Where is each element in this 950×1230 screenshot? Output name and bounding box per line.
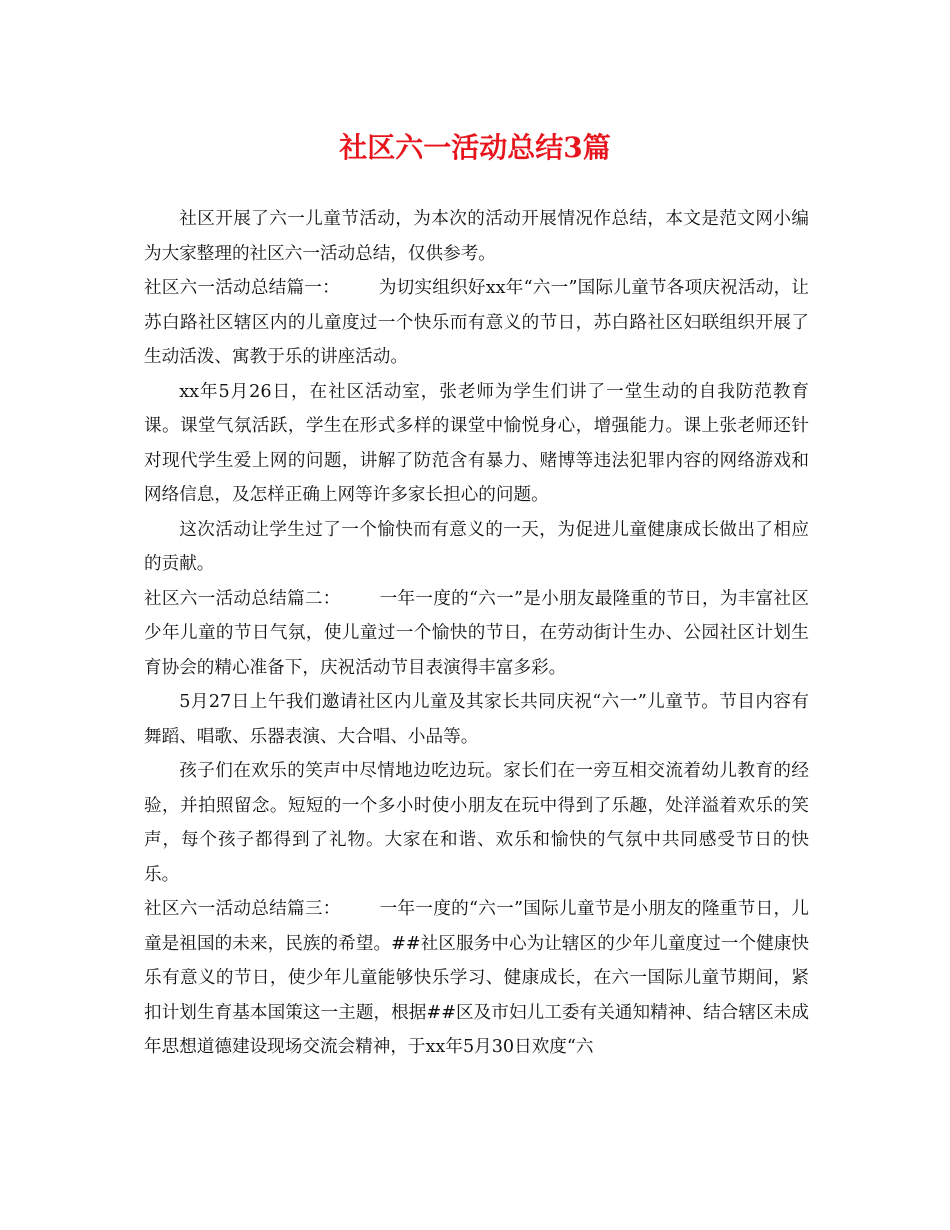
section-2-paragraph-1: 5月27日上午我们邀请社区内儿童及其家长共同庆祝“六一”儿童节。节目内容有舞蹈、唱歌、乐器表演、大合唱、小品等。 xyxy=(144,692,809,747)
section-3-heading: 社区六一活动总结篇三： xyxy=(144,899,341,919)
section-2-paragraph-2: 孩子们在欢乐的笑声中尽情地边吃边玩。家长们在一旁互相交流着幼儿教育的经验，并拍照留念。短短的一个多小时使小朋友在玩中得到了乐趣，处洋溢着欢乐的笑声，每个孩子都得到了礼物。大家在和谐、欢乐和愉快的气氛中共同感受节日的快乐。 xyxy=(144,761,809,885)
section-3-lead-text: 一年一度的“六一”国际儿童节是小朋友的隆重节日，儿童是祖国的未来，民族的希望。##社区服务中心为让辖区的少年儿童度过一个健康快乐有意义的节日，使少年儿童能够快乐学习、健康成长，在六一国际儿童节期间，紧扣计划生育基本国策这一主题，根据##区及市妇儿工委有关通知精神、结合辖区未成年思想道德建设现场交流会精神，于xx年5月30日欢度“六 xyxy=(144,899,809,1057)
section-2-lead-text: 一年一度的“六一”是小朋友最隆重的节日，为丰富社区少年儿童的节日气氛，使儿童过一个愉快的节日，在劳动街计生办、公园社区计划生育协会的精心准备下，庆祝活动节目表演得丰富多彩。 xyxy=(144,588,809,678)
section-1-paragraph-1: xx年5月26日，在社区活动室，张老师为学生们讲了一堂生动的自我防范教育课。课堂气氛活跃，学生在形式多样的课堂中愉悦身心，增强能力。课上张老师还针对现代学生爱上网的问题，讲解了防范含有暴力、赌博等违法犯罪内容的网络游戏和网络信息，及怎样正确上网等许多家长担心的问题。 xyxy=(144,381,809,505)
document-title: 社区六一活动总结3篇 xyxy=(339,131,611,164)
section-2-heading: 社区六一活动总结篇二： xyxy=(144,588,341,609)
section-1-lead-text: 为切实组织好xx年“六一”国际儿童节各项庆祝活动，让苏白路社区辖区内的儿童度过一个快乐而有意义的节日，苏白路社区妇联组织开展了生动活泼、寓教于乐的讲座活动。 xyxy=(144,278,809,367)
section-3-lead xyxy=(144,892,809,1065)
section-1-heading: 社区六一活动总结篇一： xyxy=(144,278,340,298)
section-1-lead xyxy=(144,271,809,375)
section-1-paragraph-2: 这次活动让学生过了一个愉快而有意义的一天，为促进儿童健康成长做出了相应的贡献。 xyxy=(144,519,809,574)
document-body xyxy=(144,202,809,1065)
intro-paragraph: 社区开展了六一儿童节活动，为本次的活动开展情况作总结，本文是范文网小编为大家整理的社区六一活动总结，仅供参考。 xyxy=(144,209,809,264)
section-2-lead xyxy=(144,582,809,686)
